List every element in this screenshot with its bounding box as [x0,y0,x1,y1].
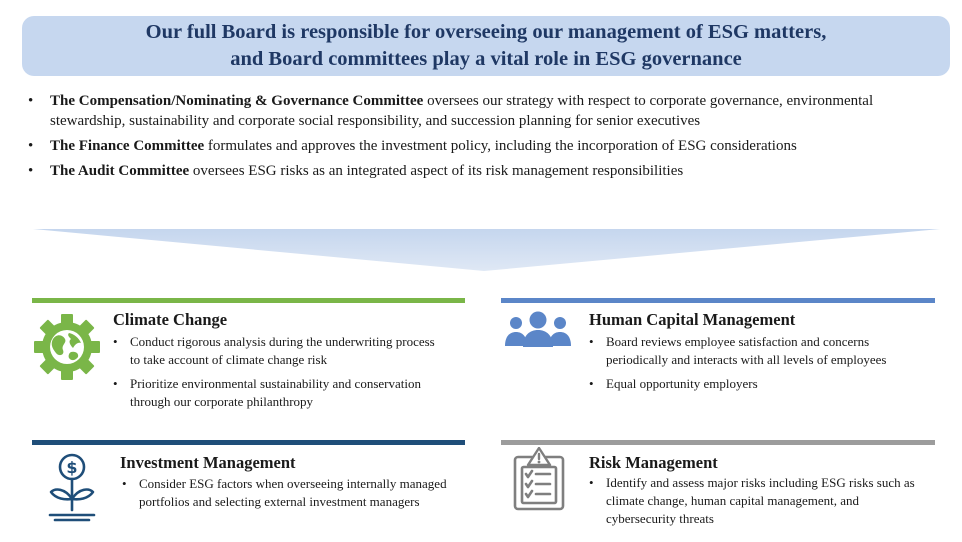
investment-card-title: Investment Management [120,453,296,472]
risk-accent-rule [501,440,935,445]
people-group-icon [503,310,573,350]
committee-description: oversees ESG risks as an integrated aspect of its risk management responsibilities [189,163,684,179]
committee-item [28,161,948,181]
list-item: • Board reviews employee satisfaction and concerns periodically and interacts with all levels of employees [589,333,934,369]
committee-item [28,136,948,156]
header-banner [22,16,950,76]
risk-checklist-icon [510,447,572,513]
list-item: • Consider ESG factors when overseeing internally managed portfolios and selecting external investment managers [122,475,447,511]
committee-name: The Audit Committee [50,163,190,179]
list-item: • Identify and assess major risks including ESG risks such as climate change, human capital management, and cybersecurity threats [589,474,929,528]
risk-card-list [589,474,929,534]
committee-description: oversees our strategy with respect to corporate governance, environmental stewardship, sustainability and corporate social responsibility, and succession planning for senior executives [50,93,874,129]
committee-description: formulates and approves the investment policy, including the incorporation of ESG considerations [204,138,797,154]
human-capital-card-list [589,333,934,399]
risk-card-title: Risk Management [589,453,718,472]
globe-gear-icon [34,314,100,380]
committee-name: The Compensation/Nominating & Governance Committee [50,93,424,109]
climate-accent-rule [32,298,465,303]
banner-line-2: and Board committees play a vital role in ESG governance [230,48,742,70]
funnel-arrow [0,227,962,273]
climate-card-list [113,333,443,417]
committee-name: The Finance Committee [50,138,205,154]
human-capital-accent-rule [501,298,935,303]
human-capital-card-title: Human Capital Management [589,310,796,329]
list-item: • Prioritize environmental sustainability and conservation through our corporate philanthropy [113,375,443,411]
list-item: • Equal opportunity employers [589,375,934,393]
money-plant-icon [44,452,100,524]
banner-line-1: Our full Board is responsible for overseeing our management of ESG matters, [145,21,827,43]
investment-accent-rule [32,440,465,445]
committee-item [28,91,948,131]
list-item: • Conduct rigorous analysis during the underwriting process to take account of climate change risk [113,333,443,369]
climate-card-title: Climate Change [113,310,228,329]
investment-card-list [122,475,447,517]
svg-text:$: $ [66,458,78,477]
committee-list [28,91,948,186]
